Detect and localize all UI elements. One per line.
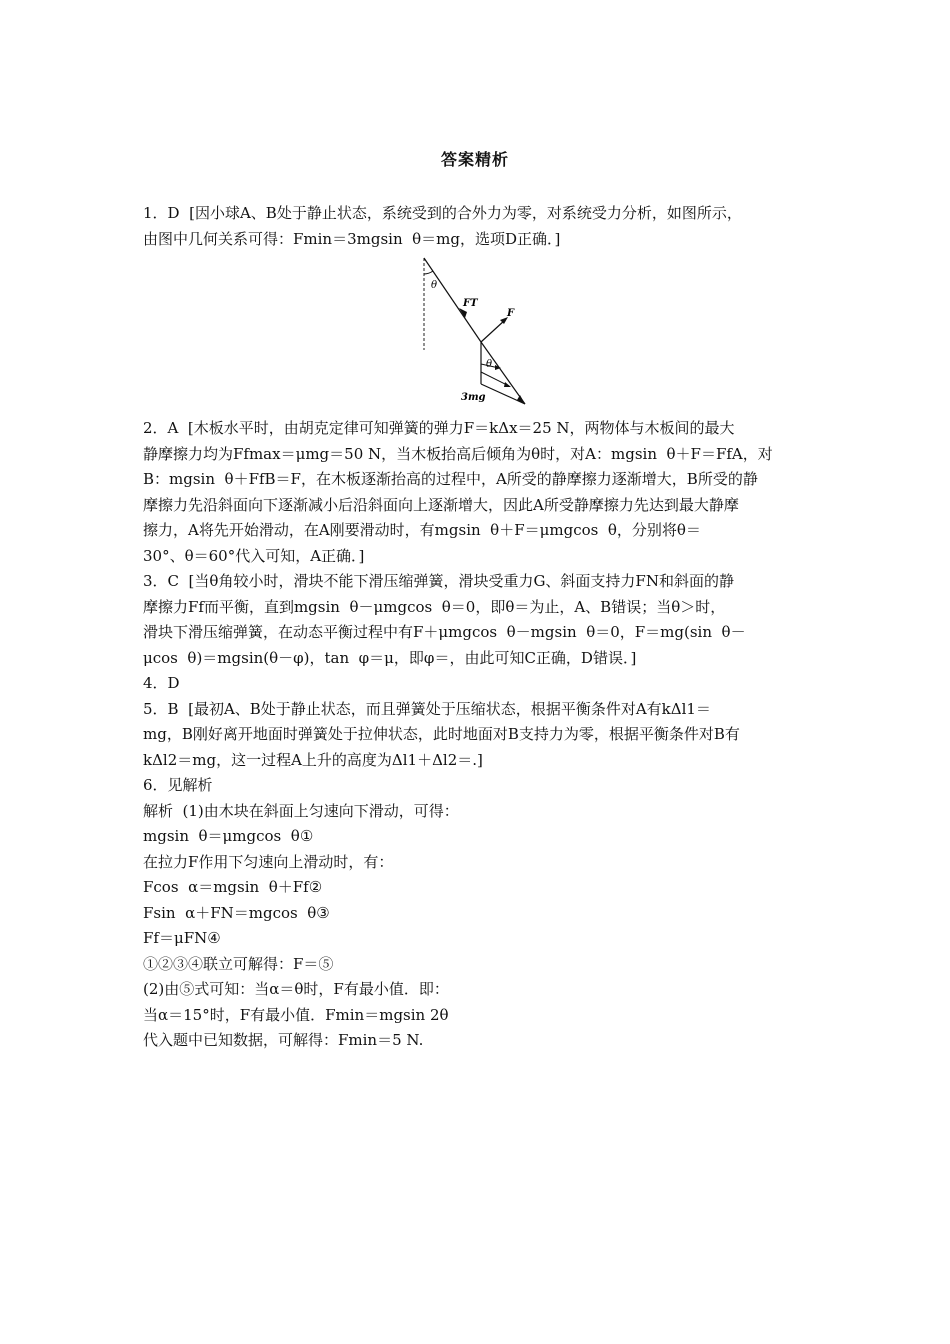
answer-1-line-2: 由图中几何关系可得：Fmin＝3mgsin θ＝mg，选项D正确．] xyxy=(143,229,561,248)
answer-5-line-2: mg，B刚好离开地面时弹簧处于拉伸状态，此时地面对B支持力为零，根据平衡条件对B有 xyxy=(143,725,740,743)
answer-3-line-4: μcos θ)＝mgsin(θ－φ)，tan φ＝μ，即φ＝，由此可知C正确，D错误．] xyxy=(143,648,637,667)
force-diagram-svg xyxy=(421,254,541,410)
answer-6-line-3: mgsin θ＝μmgcos θ① xyxy=(143,827,314,845)
answer-2-line-3: B：mgsin θ＋FfB＝F，在木板逐渐抬高的过程中，A所受的静摩擦力逐渐增大，B所受的静 xyxy=(143,470,758,488)
answer-2-line-6: 30°、θ＝60°代入可知，A正确．] xyxy=(143,546,365,565)
answer-6-line-11: 代入题中已知数据，可解得：Fmin＝5 N. xyxy=(143,1031,424,1049)
theta-bottom-label: θ xyxy=(486,359,493,370)
answer-5-line-3: kΔl2＝mg，这一过程A上升的高度为Δl1＋Δl2＝.] xyxy=(143,750,483,769)
force-line xyxy=(481,320,505,342)
answer-3-line-2: 摩擦力Ff而平衡，直到mgsin θ－μmgcos θ＝0，即θ＝为止，A、B错误；当θ＞时， xyxy=(143,597,726,616)
answer-6-line-1: 6．见解析 xyxy=(143,776,213,794)
force-diagram xyxy=(143,254,811,412)
answer-3-line-3: 滑块下滑压缩弹簧，在动态平衡过程中有F＋μmgcos θ－mgsin θ＝0，F＝mg(sin θ－ xyxy=(143,623,746,641)
triangle-hypotenuse-line xyxy=(481,342,525,404)
answer-content xyxy=(143,201,811,1054)
answer-2-line-5: 擦力，A将先开始滑动，在A刚要滑动时，有mgsin θ＋F＝μmgcos θ，分别将θ＝ xyxy=(143,521,701,539)
answer-6-line-7: Ff＝μFN④ xyxy=(143,929,221,947)
answer-6-line-2: 解析 (1)由木块在斜面上匀速向下滑动，可得： xyxy=(143,801,459,820)
answer-4-line-1: 4．D xyxy=(143,674,180,692)
answer-6-line-6: Fsin α＋FN＝mgcos θ③ xyxy=(143,903,330,922)
force-label: F xyxy=(507,308,515,319)
tension-label: FT xyxy=(463,298,478,309)
answer-6-line-4: 在拉力F作用下匀速向上滑动时，有： xyxy=(143,852,394,871)
answer-2-line-2: 静摩擦力均为Ffmax＝μmg＝50 N，当木板抬高后倾角为θ时，对A：mgsin θ＋F＝FfA，对 xyxy=(143,444,773,463)
answer-5-line-1: 5．B [最初A、B处于静止状态，而且弹簧处于压缩状态，根据平衡条件对A有kΔl1＝ xyxy=(143,699,711,718)
weight-label: 3mg xyxy=(461,392,486,403)
answer-3-line-1: 3．C [当θ角较小时，滑块不能下滑压缩弹簧，滑块受重力G、斜面支持力FN和斜面的静 xyxy=(143,572,734,590)
answer-6-line-9: (2)由⑤式可知：当α＝θ时，F有最小值．即： xyxy=(143,980,449,998)
answer-2-line-4: 摩擦力先沿斜面向下逐渐减小后沿斜面向上逐渐增大，因此A所受静摩擦力先达到最大静摩 xyxy=(143,495,739,514)
page-title: 答案精析 xyxy=(440,150,509,169)
theta-top-label: θ xyxy=(431,280,438,291)
answer-2-line-1: 2．A [木板水平时，由胡克定律可知弹簧的弹力F＝kΔx＝25 N，两物体与木板间的最大 xyxy=(143,419,735,437)
answer-6-line-10: 当α＝15°时，F有最小值．Fmin＝mgsin 2θ xyxy=(143,1005,449,1024)
theta-arc-top xyxy=(424,271,433,274)
answer-6-line-8: ①②③④联立可解得：F＝⑤ xyxy=(143,954,334,973)
answer-6-line-5: Fcos α＝mgsin θ＋Ff② xyxy=(143,878,323,896)
answer-1-line-1: 1．D [因小球A、B处于静止状态，系统受到的合外力为零，对系统受力分析，如图所示， xyxy=(143,204,742,222)
